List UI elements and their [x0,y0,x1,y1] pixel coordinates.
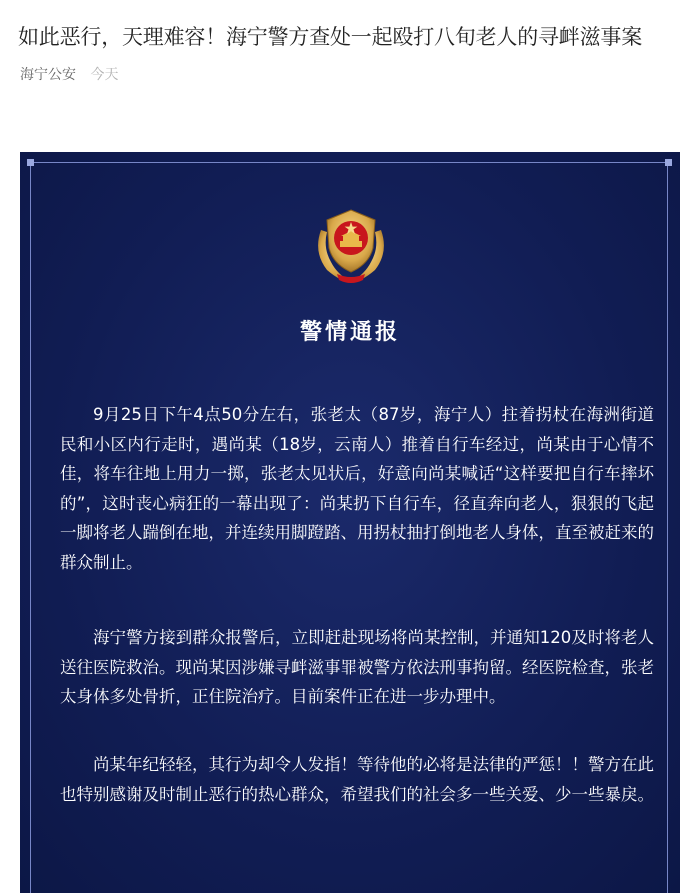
notice-paragraph: 海宁警方接到群众报警后，立即赶赴现场将尚某控制，并通知120及时将老人送往医院救治。现尚某因涉嫌寻衅滋事罪被警方依法刑事拘留。经医院检查，张老太身体多处骨折，正住院治疗。目前案件正在进一步办理中。 [60,628,654,706]
police-emblem-icon [307,200,395,288]
police-notice-poster [20,152,680,893]
notice-heading: 警情通报 [299,320,400,345]
article-meta [20,64,118,84]
notice-paragraph: 尚某年纪轻轻，其行为却令人发指！等待他的必将是法律的严惩！！警方在此也特别感谢及时制止恶行的热心群众，希望我们的社会多一些关爱、少一些暴戾。 [60,755,654,804]
notice-paragraph: 9月25日下午4点50分左右，张老太（87岁，海宁人）拄着拐杖在海洲街道民和小区内行走时，遇尚某（18岁，云南人）推着自行车经过，尚某由于心情不佳，将车往地上用力一掷，张老太见状后，好意向尚某喊话“这样要把自行车摔坏的”，这时丧心病狂的一幕出现了：尚某扔下自行车，径直奔向老人，狠狠的飞起一脚将老人踹倒在地，并连续用脚蹬踏、用拐杖抽打倒地老人身体，直至被赶来的群众制止。 [60,405,654,572]
author-link[interactable]: 海宁公安 [20,67,76,83]
frame-corner-top-right [665,159,672,166]
frame-corner-top-left [27,159,34,166]
publish-date: 今天 [90,67,119,83]
article-title: 如此恶行，天理难容！海宁警方查处一起殴打八旬老人的寻衅滋事案 [18,25,642,49]
